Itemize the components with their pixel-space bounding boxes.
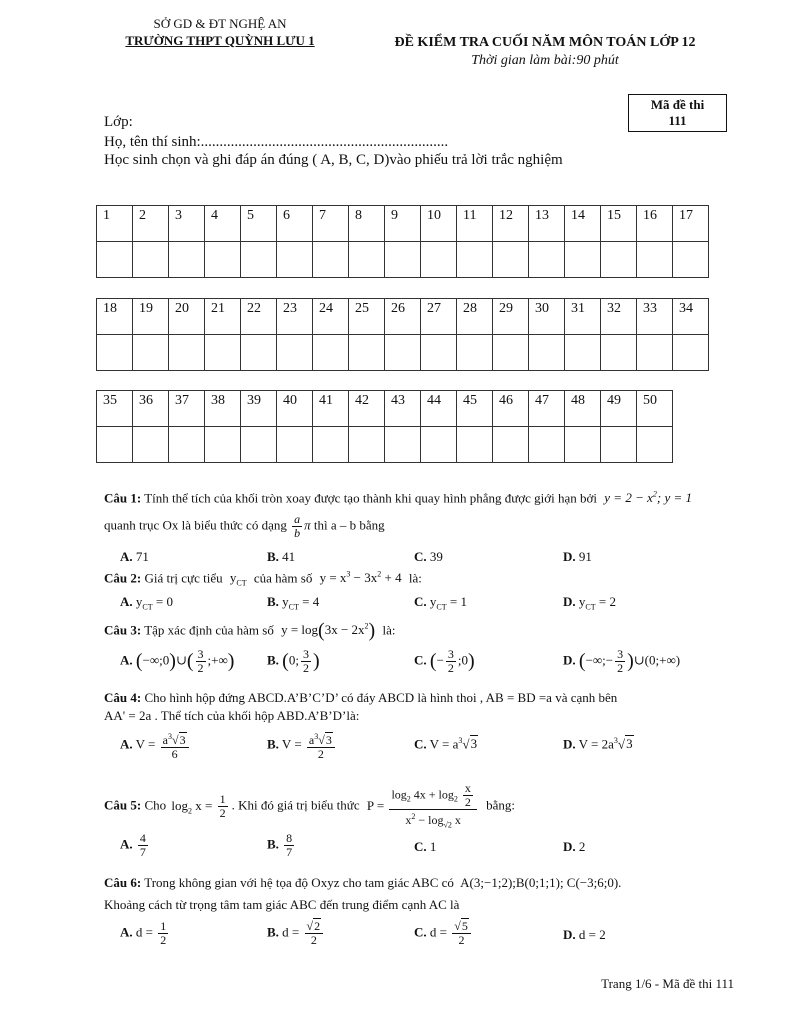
answer-entry-cell[interactable] [313,335,349,371]
answer-number-cell [493,391,529,427]
answer-number: 20 [175,301,189,316]
answer-number: 35 [103,393,117,408]
answer-number: 34 [679,301,693,316]
answer-entry-cell[interactable] [457,335,493,371]
q5-option-b[interactable]: B. $\frac{8}{7}$ [267,831,293,859]
answer-number-cell [529,206,565,242]
q1-option-c[interactable]: C. 39 [414,549,443,564]
answer-number: 24 [319,301,333,316]
answer-number-cell [385,206,421,242]
answer-number: 11 [463,208,477,223]
answer-entry-cell[interactable] [97,335,133,371]
answer-number-cell [385,299,421,335]
answer-number: 6 [283,208,290,223]
answer-entry-cell[interactable] [637,427,673,463]
answer-number: 32 [607,301,621,316]
answer-number: 47 [535,393,549,408]
question-2-line: Câu 2: Giá trị cực tiểu $y_{CT}$ của hàm số $y = x^3 - 3x^2 + 4$ là: [104,570,422,588]
answer-entry-cell[interactable] [385,335,421,371]
answer-number-cell [529,391,565,427]
answer-number-cell [133,299,169,335]
question-5-label: Câu 5: [104,797,142,813]
answer-number-cell [205,299,241,335]
answer-number-cell [385,391,421,427]
exam-code-label: Mã đề thi [650,97,705,112]
answer-entry-cell[interactable] [313,242,349,278]
q4-option-b[interactable]: B. V = $\frac{a^3√3}{2}$ [267,730,337,761]
answer-entry-cell[interactable] [529,242,565,278]
answer-number: 22 [247,301,261,316]
question-1-label: Câu 1: [104,490,142,506]
answer-number: 16 [643,208,657,223]
answer-number-cell [277,206,313,242]
exam-code-box [628,94,727,132]
class-label: Lớp: [104,114,133,130]
answer-number-cell [169,299,205,335]
answer-number: 33 [643,301,657,316]
answer-number-cell [637,391,673,427]
answer-number: 30 [535,301,549,316]
answer-number-cell [601,299,637,335]
answer-entry-cell[interactable] [169,335,205,371]
q2-option-d[interactable]: D. $y_{CT} = 2$ [563,594,616,612]
answer-number-cell [637,206,673,242]
answer-number-cell [277,391,313,427]
q6-option-c[interactable]: C. d = $\frac{√5}{2}$ [414,920,473,947]
answer-entry-cell[interactable] [169,427,205,463]
q1-option-d[interactable]: D. 91 [563,549,592,564]
answer-number: 13 [535,208,549,223]
answer-number: 2 [139,208,146,223]
exam-duration: Thời gian làm bài:90 phút [471,53,619,68]
instruction-text: Học sinh chọn và ghi đáp án đúng ( A, B, C, D)vào phiếu trả lời trắc nghiệm [104,152,563,168]
question-4-line-1: Câu 4: Cho hình hộp đứng ABCD.A’B’C’D’ có đáy ABCD là hình thoi , AB = BD =a và cạnh bên [104,690,618,705]
answer-entry-cell[interactable] [133,427,169,463]
answer-number-cell [565,206,601,242]
answer-entry-cell[interactable] [673,335,709,371]
answer-number-cell [133,206,169,242]
answer-entry-cell[interactable] [169,242,205,278]
answer-number: 21 [211,301,225,316]
answer-number-cell [241,299,277,335]
answer-number: 49 [607,393,621,408]
question-1-line-1 [104,490,734,506]
answer-entry-cell[interactable] [97,242,133,278]
answer-grid-1 [96,205,709,278]
answer-entry-cell[interactable] [493,427,529,463]
answer-number-cell [349,206,385,242]
answer-entry-cell[interactable] [205,335,241,371]
school-name: TRƯỜNG THPT QUỲNH LƯU 1 [125,33,315,48]
fraction-a-over-b: $\frac{a}{b}$ [294,512,301,540]
answer-entry-cell[interactable] [529,335,565,371]
answer-entry-cell[interactable] [493,242,529,278]
q4-option-c[interactable]: C. $V = a^3√3$ [414,736,478,752]
q4-option-a[interactable]: A. V = $\frac{a^3√3}{6}$ [120,730,191,761]
answer-entry-cell[interactable] [493,335,529,371]
question-1-text-3: thì a – b bằng [313,517,385,533]
answer-entry-cell[interactable] [97,427,133,463]
q3-option-a[interactable]: A. (−∞;0)∪( $\frac{3}{2}$ ;+∞) [120,647,235,675]
answer-entry-cell[interactable] [637,335,673,371]
answer-entry-cell[interactable] [637,242,673,278]
question-2-label: Câu 2: [104,570,142,586]
answer-number-cell [169,391,205,427]
answer-number-cell [277,299,313,335]
answer-number-cell [205,206,241,242]
answer-number-cell [313,299,349,335]
q6-option-d[interactable]: D. d = 2 [563,927,606,942]
answer-number-cell [457,391,493,427]
answer-entry-cell[interactable] [457,427,493,463]
answer-number-cell [205,391,241,427]
answer-entry-cell[interactable] [601,242,637,278]
answer-entry-cell[interactable] [313,427,349,463]
answer-number: 10 [427,208,441,223]
q5-option-d[interactable]: D. 2 [563,839,586,854]
answer-number-cell [565,299,601,335]
answer-number: 36 [139,393,153,408]
answer-number-cell [457,206,493,242]
question-1-text-2: quanh trục Ox là biểu thức có dạng [104,517,287,533]
answer-number-cell [313,391,349,427]
answer-number: 9 [391,208,398,223]
q6-option-b[interactable]: B. d = $\frac{√2}{2}$ [267,920,325,947]
answer-number: 12 [499,208,513,223]
answer-number: 19 [139,301,153,316]
answer-number: 45 [463,393,477,408]
answer-number-cell [133,391,169,427]
answer-entry-cell[interactable] [205,242,241,278]
answer-number-cell [97,206,133,242]
question-1-text: Tính thể tích của khối tròn xoay được tạo thành khi quay hình phẳng được giới hạn bởi [144,490,598,506]
answer-number: 39 [247,393,261,408]
q4-option-d[interactable]: D. $V = 2a^3√3$ [563,736,633,752]
answer-number: 26 [391,301,405,316]
q2-option-a[interactable]: A. $y_{CT} = 0$ [120,594,173,612]
exam-code-value: 111 [668,113,687,128]
answer-number: 40 [283,393,297,408]
answer-number-cell [349,391,385,427]
page-footer: Trang 1/6 - Mã đề thi 111 [601,976,734,991]
answer-entry-cell[interactable] [241,335,277,371]
department-name: SỞ GD & ĐT NGHỆ AN [153,16,287,31]
answer-number: 38 [211,393,225,408]
answer-number: 3 [175,208,182,223]
answer-number-cell [169,206,205,242]
answer-entry-cell[interactable] [601,335,637,371]
q1-option-b[interactable]: B. 41 [267,549,296,564]
answer-number-cell [493,206,529,242]
answer-number: 44 [427,393,441,408]
question-1-line-2: quanh trục Ox là biểu thức có dạng $\frac{a}{b}$ π thì a – b bằng [104,512,385,540]
answer-entry-cell[interactable] [421,427,457,463]
q5-option-c[interactable]: C. 1 [414,839,437,854]
answer-entry-cell[interactable] [349,427,385,463]
answer-entry-cell[interactable] [277,427,313,463]
q2-option-b[interactable]: B. $y_{CT} = 4$ [267,594,320,612]
question-6-line-2: Khoảng cách từ trọng tâm tam giác ABC đến trung điểm cạnh AC là [104,897,460,912]
answer-grid-2 [96,298,709,371]
answer-number-cell [493,299,529,335]
answer-number-cell [457,299,493,335]
answer-number-cell [601,391,637,427]
answer-number: 5 [247,208,254,223]
answer-number: 46 [499,393,513,408]
answer-entry-cell[interactable] [421,242,457,278]
answer-number: 41 [319,393,333,408]
answer-entry-cell[interactable] [133,335,169,371]
answer-entry-cell[interactable] [277,242,313,278]
q1-option-a[interactable]: A. 71 [120,549,149,564]
answer-number-cell [601,206,637,242]
answer-number: 42 [355,393,369,408]
answer-number: 27 [427,301,441,316]
answer-entry-cell[interactable] [565,427,601,463]
answer-number: 17 [679,208,693,223]
answer-entry-cell[interactable] [277,335,313,371]
question-1-formula: $y = 2 - x^2$; y = 1 [604,490,692,506]
answer-number: 37 [175,393,189,408]
answer-number: 4 [211,208,218,223]
answer-number: 18 [103,301,117,316]
answer-number-cell [241,391,277,427]
q6-option-a[interactable]: A. d = $\frac{1}{2}$ [120,919,167,947]
answer-entry-cell[interactable] [421,335,457,371]
answer-grid-3 [96,390,673,463]
answer-entry-cell[interactable] [349,242,385,278]
answer-number-cell [421,299,457,335]
answer-entry-cell[interactable] [133,242,169,278]
q3-option-c[interactable]: C. (− $\frac{3}{2}$ ;0) [414,647,475,675]
answer-number: 43 [391,393,405,408]
answer-number: 31 [571,301,585,316]
q5-option-a[interactable]: A. $\frac{4}{7}$ [120,831,146,859]
answer-number-cell [421,391,457,427]
answer-number: 25 [355,301,369,316]
answer-number: 7 [319,208,326,223]
answer-number-cell [565,391,601,427]
q2-option-c[interactable]: C. $y_{CT} = 1$ [414,594,467,612]
answer-number-cell [637,299,673,335]
answer-number: 50 [643,393,657,408]
answer-number: 23 [283,301,297,316]
answer-number-cell [97,299,133,335]
question-3-label: Câu 3: [104,622,142,638]
answer-entry-cell[interactable] [457,242,493,278]
answer-entry-cell[interactable] [565,335,601,371]
answer-entry-cell[interactable] [385,427,421,463]
answer-number: 1 [103,208,110,223]
question-4-line-2: AA' = 2a . Thể tích của khối hộp ABD.A’B’D’là: [104,708,360,723]
answer-number-cell [529,299,565,335]
answer-number: 28 [463,301,477,316]
answer-entry-cell[interactable] [241,242,277,278]
question-3-line: Câu 3: Tập xác định của hàm số $y = \log(3x - 2x^2)$ là: [104,620,396,642]
answer-number-cell [97,391,133,427]
answer-number: 48 [571,393,585,408]
answer-number: 15 [607,208,621,223]
exam-title: ĐỀ KIỂM TRA CUỐI NĂM MÔN TOÁN LỚP 12 [394,35,696,50]
question-4-label: Câu 4: [104,690,142,705]
answer-number-cell [313,206,349,242]
answer-number-cell [673,206,709,242]
answer-entry-cell[interactable] [565,242,601,278]
answer-number-cell [421,206,457,242]
student-name-label: Họ, tên thí sinh:.................................................................. [104,134,449,150]
answer-entry-cell[interactable] [673,242,709,278]
answer-number: 14 [571,208,585,223]
answer-number-cell [673,299,709,335]
question-6-label: Câu 6: [104,875,142,890]
question-6-line-1: Câu 6: Trong không gian với hệ tọa độ Oxyz cho tam giác ABC có A(3;−1;2);B(0;1;1); C(−3;6;0). [104,875,622,890]
answer-entry-cell[interactable] [241,427,277,463]
answer-entry-cell[interactable] [529,427,565,463]
answer-number-cell [241,206,277,242]
q3-option-d[interactable]: D. (−∞;− $\frac{3}{2}$ )∪(0;+∞) [563,647,681,675]
answer-number: 29 [499,301,513,316]
q3-option-b[interactable]: B. (0; $\frac{3}{2}$ ) [267,647,320,675]
answer-entry-cell[interactable] [385,242,421,278]
answer-number-cell [349,299,385,335]
answer-entry-cell[interactable] [205,427,241,463]
answer-entry-cell[interactable] [349,335,385,371]
question-5-line: Câu 5: Cho $\log_2 x$ = $\frac{1}{2}$ . Khi đó giá trị biểu thức P = $\log_2 4x + \log_2$ $\frac{x}{2}$ $x^2 - \log_{√2} x$ bằng: [104,781,516,830]
answer-number: 8 [355,208,362,223]
answer-entry-cell[interactable] [601,427,637,463]
